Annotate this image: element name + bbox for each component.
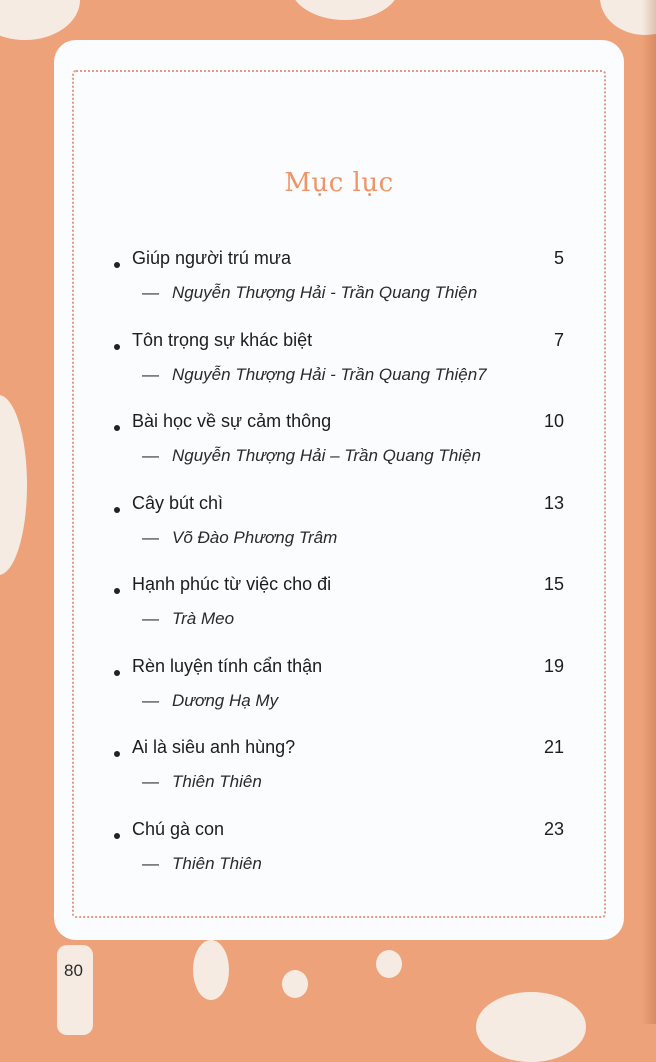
- dash-icon: —: [142, 446, 159, 465]
- toc-entry[interactable]: [54, 819, 624, 901]
- decor-dot: [0, 395, 27, 575]
- toc-entry[interactable]: [54, 574, 624, 656]
- decor-dot: [0, 0, 80, 40]
- toc-entry[interactable]: [54, 737, 624, 819]
- page-number: 80: [64, 961, 83, 980]
- dash-icon: —: [142, 772, 159, 791]
- entry-page: 23: [543, 818, 564, 839]
- dash-icon: —: [142, 283, 159, 302]
- entry-title: Cây bút chì: [132, 492, 224, 513]
- decor-dot: [376, 950, 402, 978]
- entry-author: Trà Meo: [172, 609, 235, 628]
- entry-title: Bài học về sự cảm thông: [132, 411, 332, 431]
- bullet-icon: [114, 425, 120, 431]
- bullet-icon: [114, 751, 120, 757]
- toc-entry[interactable]: [54, 656, 624, 738]
- dash-icon: —: [142, 364, 159, 384]
- toc-list: [54, 248, 624, 900]
- entry-page: 13: [543, 492, 564, 513]
- bullet-icon: [114, 833, 120, 839]
- entry-author: Nguyễn Thượng Hải – Trần Quang Thiện: [172, 446, 481, 465]
- toc-card: [54, 40, 624, 940]
- decor-dot: [282, 970, 308, 998]
- decor-dot: [476, 992, 586, 1062]
- entry-author: Thiên Thiên: [172, 772, 262, 791]
- entry-page: 21: [543, 737, 564, 757]
- entry-page: 19: [543, 655, 564, 676]
- page-number-tab: [57, 945, 93, 1035]
- dash-icon: —: [142, 527, 159, 547]
- entry-page: 15: [543, 574, 564, 594]
- dash-icon: —: [142, 609, 159, 628]
- entry-author: Dương Hạ My: [172, 690, 279, 710]
- bullet-icon: [114, 262, 120, 268]
- entry-page: 5: [553, 248, 564, 268]
- entry-title: Tôn trọng sự khác biệt: [132, 329, 313, 350]
- decor-dot: [290, 0, 400, 20]
- bullet-icon: [114, 670, 120, 676]
- bullet-icon: [114, 507, 120, 513]
- entry-author: Nguyễn Thượng Hải - Trần Quang Thiện7: [172, 364, 487, 384]
- bullet-icon: [114, 588, 120, 594]
- entry-page: 10: [543, 411, 564, 431]
- page-edge-shadow: [642, 0, 656, 1024]
- entry-page: 7: [553, 329, 564, 350]
- dash-icon: —: [142, 690, 159, 710]
- toc-entry[interactable]: [54, 411, 624, 493]
- entry-author: Nguyễn Thượng Hải - Trần Quang Thiện: [172, 283, 478, 302]
- entry-author: Võ Đào Phương Trâm: [172, 527, 338, 547]
- bullet-icon: [114, 344, 120, 350]
- entry-title: Rèn luyện tính cẩn thận: [132, 655, 323, 676]
- dash-icon: —: [142, 853, 159, 873]
- entry-title: Ai là siêu anh hùng?: [132, 737, 296, 757]
- toc-entry[interactable]: [54, 330, 624, 412]
- toc-entry[interactable]: [54, 493, 624, 575]
- decor-dot: [193, 940, 229, 1000]
- toc-entry[interactable]: [54, 248, 624, 330]
- page-title: Mục lục: [284, 168, 394, 198]
- entry-title: Chú gà con: [132, 818, 225, 839]
- entry-title: Giúp người trú mưa: [132, 248, 291, 268]
- entry-author: Thiên Thiên: [172, 853, 262, 873]
- entry-title: Hạnh phúc từ việc cho đi: [132, 574, 332, 594]
